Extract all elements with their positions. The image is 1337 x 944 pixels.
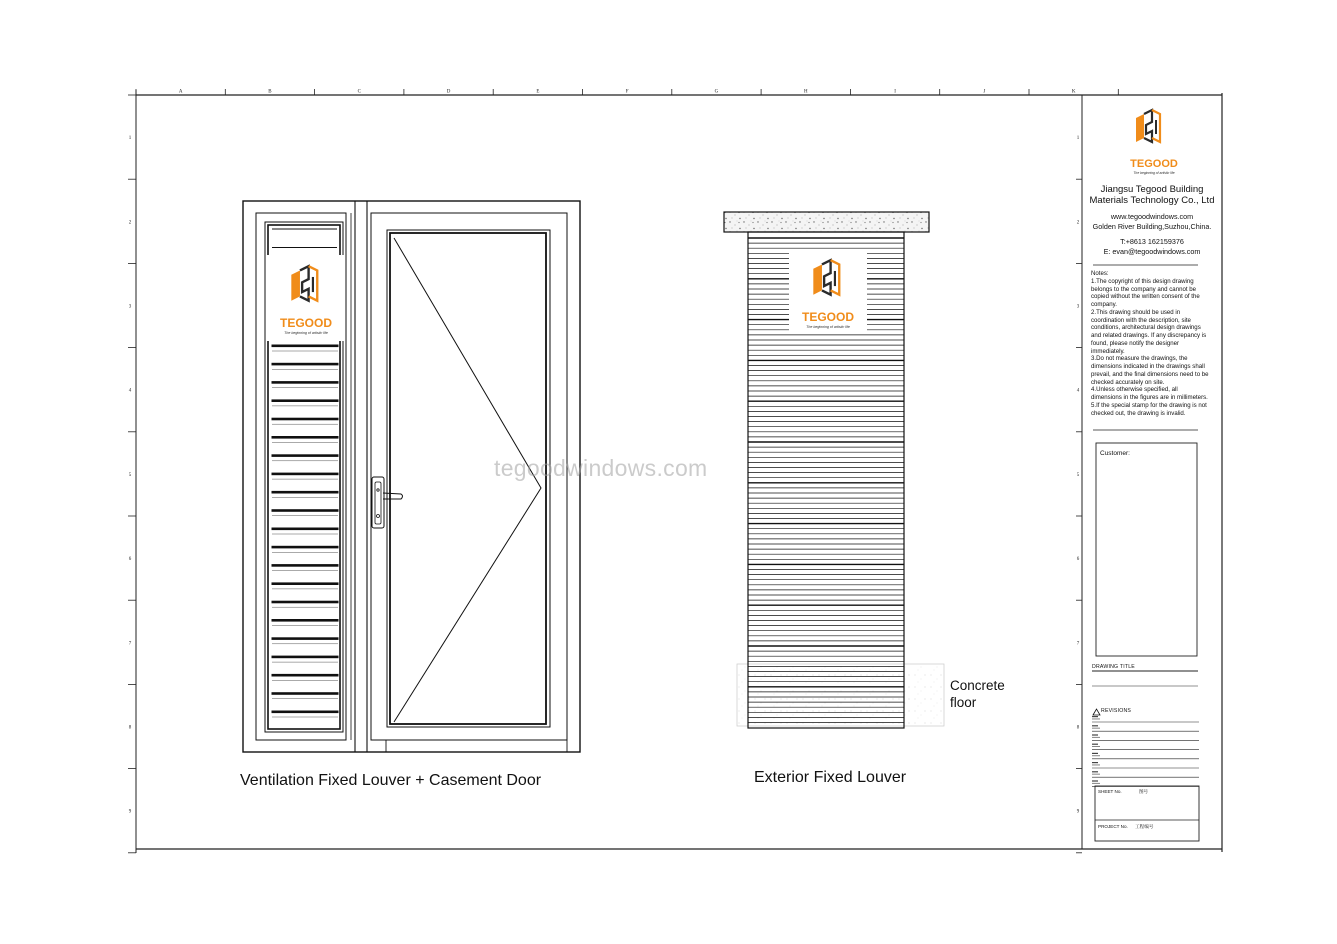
louver-slat bbox=[272, 638, 338, 640]
grid-column-label: J bbox=[983, 89, 986, 95]
louver-slat bbox=[272, 363, 338, 365]
revisions-label: REVISIONS bbox=[1101, 708, 1132, 714]
tegood-logo-wordmark: TEGOOD bbox=[1130, 158, 1178, 170]
louver-slat bbox=[272, 473, 338, 475]
grid-row-label: 9 bbox=[128, 809, 132, 815]
grid-column-label: C bbox=[357, 89, 361, 95]
drawing-notes bbox=[1091, 270, 1222, 417]
tegood-logo-wordmark: TEGOOD bbox=[279, 316, 333, 330]
note-line: immediately. bbox=[1091, 347, 1125, 355]
sheet-number-label-en: SHEET No. bbox=[1098, 789, 1122, 794]
tegood-logo-right bbox=[789, 252, 867, 334]
louver-slat bbox=[272, 382, 338, 384]
revision-table-lines bbox=[1092, 722, 1199, 786]
grid-row-label: 1 bbox=[1076, 136, 1080, 142]
louver-slat bbox=[272, 583, 338, 585]
left-drawing-caption: Ventilation Fixed Louver + Casement Door bbox=[240, 772, 542, 789]
note-line: belongs to the company and cannot be bbox=[1091, 285, 1197, 293]
grid-row-label: 5 bbox=[1076, 472, 1080, 478]
louver-slat bbox=[272, 418, 338, 420]
concrete-floor-label: Concrete floor bbox=[950, 678, 1005, 710]
louver-slat bbox=[272, 674, 338, 676]
project-number-label-cn: 工程编号 bbox=[1135, 824, 1154, 829]
grid-column-label: G bbox=[714, 89, 719, 95]
louver-slat bbox=[272, 546, 338, 548]
note-line: coordination with the description, site bbox=[1091, 316, 1191, 324]
revisions-triangle-icon bbox=[1093, 709, 1100, 715]
note-line: checked accurately on site. bbox=[1091, 378, 1165, 386]
drawing-title-label: DRAWING TITLE bbox=[1092, 664, 1135, 670]
company-name-line-1: Jiangsu Tegood Building bbox=[1100, 184, 1204, 195]
company-name-line-2: Materials Technology Co., Ltd bbox=[1089, 195, 1215, 206]
note-line: Notes: bbox=[1091, 270, 1109, 277]
customer-label: Customer: bbox=[1100, 450, 1130, 457]
grid-column-label: B bbox=[268, 89, 272, 95]
grid-column-label: H bbox=[803, 89, 808, 95]
louver-slat bbox=[272, 656, 338, 658]
louver-slat bbox=[272, 528, 338, 530]
grid-row-label: 8 bbox=[128, 725, 132, 731]
revision-row-mark bbox=[1092, 780, 1098, 781]
sheet-number-label-cn: 图号 bbox=[1138, 789, 1149, 794]
revision-row-mark bbox=[1092, 744, 1098, 745]
louver-slat bbox=[272, 510, 338, 512]
louver-slat bbox=[272, 601, 338, 603]
note-line: 5.If the special stamp for the drawing is not bbox=[1091, 401, 1207, 409]
grid-column-label: I bbox=[894, 89, 896, 95]
revision-row-mark bbox=[1092, 783, 1100, 784]
revision-row-mark bbox=[1092, 771, 1098, 772]
revision-row-mark bbox=[1092, 737, 1100, 738]
tegood-logo-tagline: The beginning of artistic life bbox=[284, 331, 328, 335]
note-line: checked out, the drawing is invalid. bbox=[1091, 409, 1186, 417]
company-name bbox=[1084, 184, 1220, 206]
louver-slat bbox=[272, 620, 338, 622]
revision-row-mark bbox=[1092, 755, 1100, 756]
louver-slat bbox=[272, 400, 338, 402]
grid-row-label: 2 bbox=[128, 220, 132, 226]
louver-slat bbox=[272, 491, 338, 493]
grid-row-label: 8 bbox=[1076, 725, 1080, 731]
note-line: 4.Unless otherwise specified, all bbox=[1091, 386, 1178, 394]
right-drawing-caption: Exterior Fixed Louver bbox=[754, 769, 907, 786]
project-number-label bbox=[1098, 824, 1153, 830]
sheet-number-label bbox=[1098, 789, 1148, 795]
revision-row-mark bbox=[1092, 725, 1098, 726]
revision-row-mark bbox=[1092, 774, 1100, 775]
tegood-logo-tagline: The beginning of artistic life bbox=[1133, 171, 1175, 175]
tegood-logo-left bbox=[267, 255, 345, 341]
grid-row-label: 1 bbox=[128, 136, 132, 142]
grid-row-label: 6 bbox=[1076, 557, 1080, 563]
company-email: E: evan@tegoodwindows.com bbox=[1103, 246, 1201, 256]
watermark-text: tegoodwindows.com bbox=[494, 455, 708, 481]
louver-slat bbox=[272, 693, 338, 695]
grid-row-label: 3 bbox=[1076, 304, 1080, 310]
revision-row-mark bbox=[1092, 734, 1098, 735]
company-contact bbox=[1084, 212, 1220, 256]
louver-slat bbox=[272, 345, 338, 347]
grid-row-label: 5 bbox=[128, 472, 132, 478]
note-line: 2.This drawing should be used in bbox=[1091, 308, 1181, 316]
grid-column-label: E bbox=[536, 89, 540, 95]
tegood-logo-wordmark: TEGOOD bbox=[801, 310, 855, 324]
louver-slat bbox=[272, 437, 338, 439]
note-line: 3.Do not measure the drawings, the bbox=[1091, 355, 1188, 363]
grid-column-label: F bbox=[625, 89, 629, 95]
note-line: 1.The copyright of this design drawing bbox=[1091, 277, 1194, 285]
tegood-logo-tagline: The beginning of artistic life bbox=[806, 325, 850, 329]
revision-row-mark bbox=[1092, 762, 1098, 763]
grid-column-label: D bbox=[446, 89, 451, 95]
revision-row-mark bbox=[1092, 765, 1100, 766]
grid-row-label: 4 bbox=[1076, 388, 1080, 394]
revision-row-labels bbox=[1092, 716, 1100, 784]
grid-row-label: 2 bbox=[1076, 220, 1080, 226]
note-line: and related drawings. If any discrepancy is bbox=[1091, 332, 1207, 339]
company-phone: T:+8613 162159376 bbox=[1120, 237, 1184, 246]
note-line: dimensions in the figures are in millimeters. bbox=[1091, 394, 1208, 401]
company-address: Golden River Building,Suzhou,China. bbox=[1092, 221, 1212, 231]
revision-row-mark bbox=[1092, 746, 1100, 747]
grid-row-label: 7 bbox=[1076, 641, 1080, 647]
revision-row-mark bbox=[1092, 719, 1100, 720]
louver-slat bbox=[272, 565, 338, 567]
louver-slat bbox=[272, 711, 338, 713]
note-line: conditions, architectural design drawings bbox=[1091, 324, 1201, 332]
grid-row-label: 9 bbox=[1076, 809, 1080, 815]
grid-row-label: 4 bbox=[128, 388, 132, 394]
grid-column-label: K bbox=[1071, 89, 1076, 95]
revision-row-mark bbox=[1092, 716, 1098, 717]
grid-column-label: A bbox=[178, 89, 183, 95]
tegood-logo-icon bbox=[1136, 110, 1160, 142]
note-line: company. bbox=[1091, 301, 1117, 308]
revision-row-mark bbox=[1092, 728, 1100, 729]
project-number-label-en: PROJECT No. bbox=[1098, 824, 1128, 829]
revision-row-mark bbox=[1092, 753, 1098, 754]
grid-row-label: 7 bbox=[128, 641, 132, 647]
louver-slat bbox=[272, 455, 338, 457]
tegood-logo-titleblock bbox=[1130, 110, 1178, 175]
note-line: found, please notify the designer bbox=[1091, 339, 1180, 347]
company-website: www.tegoodwindows.com bbox=[1110, 212, 1194, 221]
grid-row-label: 6 bbox=[128, 557, 132, 563]
note-line: copied without the written consent of the bbox=[1091, 293, 1200, 301]
note-line: prevail, and the final dimensions need to be bbox=[1091, 370, 1209, 378]
grid-row-label: 3 bbox=[128, 304, 132, 310]
note-line: dimensions indicated in the drawings shall bbox=[1091, 363, 1205, 370]
